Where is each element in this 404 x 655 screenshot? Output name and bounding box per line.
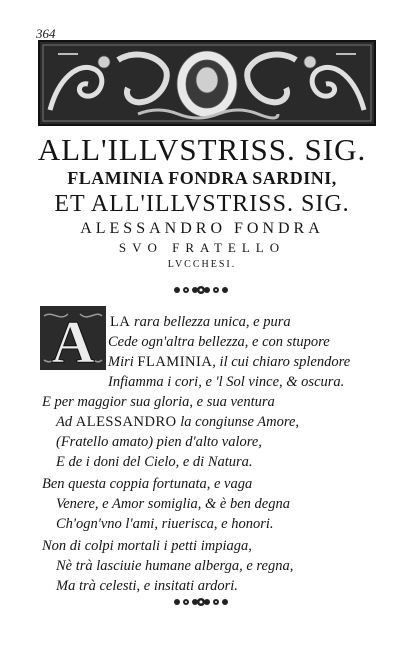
poem-line-2: Cede ogn'altra bellezza, e con stupore [108, 334, 330, 350]
ornament-divider-top [172, 283, 230, 297]
poem-line-4: Infiamma i cori, e 'l Sol vince, & oscura. [108, 374, 345, 390]
poem-line-1 [110, 314, 291, 331]
poem-line-1-caps: LA [110, 314, 131, 330]
poem-line-6-pre: Ad [56, 414, 76, 430]
decorated-initial-letter [40, 306, 106, 370]
poem-line-6-name: ALESSANDRO [75, 414, 177, 430]
poem-line-6 [56, 414, 299, 431]
ornamental-headpiece [38, 40, 376, 126]
poem-line-3-pre: Miri [108, 354, 138, 370]
page-number: 364 [36, 26, 56, 41]
poem-line-3-name: FLAMINIA [137, 354, 213, 370]
poem-line-6-post: la congiunse Amore, [176, 414, 300, 430]
poem-line-10: Venere, e Amor somiglia, & è ben degna [56, 496, 290, 512]
poem-line-8: E de i doni del Cielo, e di Natura. [56, 454, 253, 470]
poem-line-11: Ch'ogn'vno l'ami, riuerisca, e honori. [56, 516, 274, 532]
poem-line-3 [108, 354, 350, 371]
heading-line-4: ALESSANDRO FONDRA [80, 220, 324, 237]
poem-line-14: Ma trà celesti, e insitati ardori. [56, 578, 238, 594]
heading-line-1: ALL'ILLVSTRISS. SIG. [37, 132, 367, 167]
initial-letter-glyph: A [51, 309, 95, 370]
poem-line-1-rest: rara bellezza unica, e pura [130, 314, 291, 330]
poem-line-12: Non di colpi mortali i petti impiaga, [42, 538, 252, 554]
poem-line-7: (Fratello amato) pien d'alto valore, [56, 434, 262, 450]
heading-line-5: SVO FRATELLO [118, 240, 286, 255]
ornament-divider-bottom [172, 595, 230, 609]
poem-line-13: Nè trà lasciuie humane alberga, e regna, [56, 558, 294, 574]
heading-line-3: ET ALL'ILLVSTRISS. SIG. [54, 191, 350, 217]
heading-line-2: FLAMINIA FONDRA SARDINI, [67, 168, 337, 188]
poem-line-9: Ben questa coppia fortunata, e vaga [42, 476, 253, 492]
heading-line-6: LVCCHESI. [167, 259, 237, 270]
poem-line-5: E per maggior sua gloria, e sua ventura [42, 394, 275, 410]
poem-line-3-post: , il cui chiaro splendore [212, 354, 351, 370]
